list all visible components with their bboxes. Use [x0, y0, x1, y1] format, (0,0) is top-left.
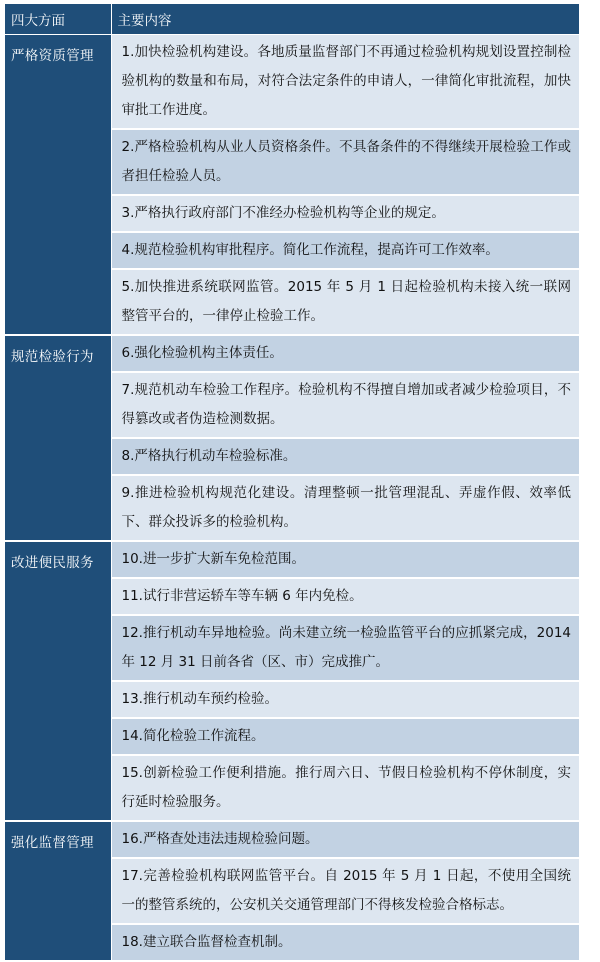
policy-table-container — [5, 4, 579, 962]
content-cell: 9.推进检验机构规范化建设。清理整顿一批管理混乱、弄虚作假、效率低下、群众投诉多的检验机构。 — [111, 475, 579, 541]
header-content: 主要内容 — [111, 4, 579, 35]
header-row — [5, 4, 579, 35]
category-cell: 严格资质管理 — [5, 35, 111, 336]
content-cell: 6.强化检验机构主体责任。 — [111, 335, 579, 372]
content-cell: 5.加快推进系统联网监管。2015 年 5 月 1 日起检验机构未接入统一联网整管平台的，一律停止检验工作。 — [111, 269, 579, 335]
category-cell: 改进便民服务 — [5, 541, 111, 821]
content-cell: 16.严格查处违法违规检验问题。 — [111, 821, 579, 858]
policy-table — [5, 4, 579, 962]
category-cell: 规范检验行为 — [5, 335, 111, 541]
content-cell: 11.试行非营运轿车等车辆 6 年内免检。 — [111, 578, 579, 615]
content-cell: 12.推行机动车异地检验。尚未建立统一检验监管平台的应抓紧完成，2014 年 12 月 31 日前各省（区、市）完成推广。 — [111, 615, 579, 681]
content-cell: 8.严格执行机动车检验标准。 — [111, 438, 579, 475]
content-cell: 2.严格检验机构从业人员资格条件。不具备条件的不得继续开展检验工作或者担任检验人员。 — [111, 129, 579, 195]
content-cell: 15.创新检验工作便利措施。推行周六日、节假日检验机构不停休制度，实行延时检验服务。 — [111, 755, 579, 821]
content-cell: 4.规范检验机构审批程序。简化工作流程，提高许可工作效率。 — [111, 232, 579, 269]
table-row — [5, 541, 579, 578]
content-cell: 13.推行机动车预约检验。 — [111, 681, 579, 718]
content-cell: 17.完善检验机构联网监管平台。自 2015 年 5 月 1 日起，不使用全国统一的整管系统的，公安机关交通管理部门不得核发检验合格标志。 — [111, 858, 579, 924]
content-cell: 18.建立联合监督检查机制。 — [111, 924, 579, 961]
table-body — [5, 35, 579, 962]
table-row — [5, 35, 579, 130]
content-cell: 3.严格执行政府部门不准经办检验机构等企业的规定。 — [111, 195, 579, 232]
content-cell: 7.规范机动车检验工作程序。检验机构不得擅自增加或者减少检验项目，不得篡改或者伪造检测数据。 — [111, 372, 579, 438]
content-cell: 10.进一步扩大新车免检范围。 — [111, 541, 579, 578]
content-cell: 1.加快检验机构建设。各地质量监督部门不再通过检验机构规划设置控制检验机构的数量和布局，对符合法定条件的申请人，一律简化审批流程，加快审批工作进度。 — [111, 35, 579, 130]
header-category: 四大方面 — [5, 4, 111, 35]
content-cell: 14.简化检验工作流程。 — [111, 718, 579, 755]
category-cell: 强化监督管理 — [5, 821, 111, 961]
table-row — [5, 821, 579, 858]
table-row — [5, 335, 579, 372]
